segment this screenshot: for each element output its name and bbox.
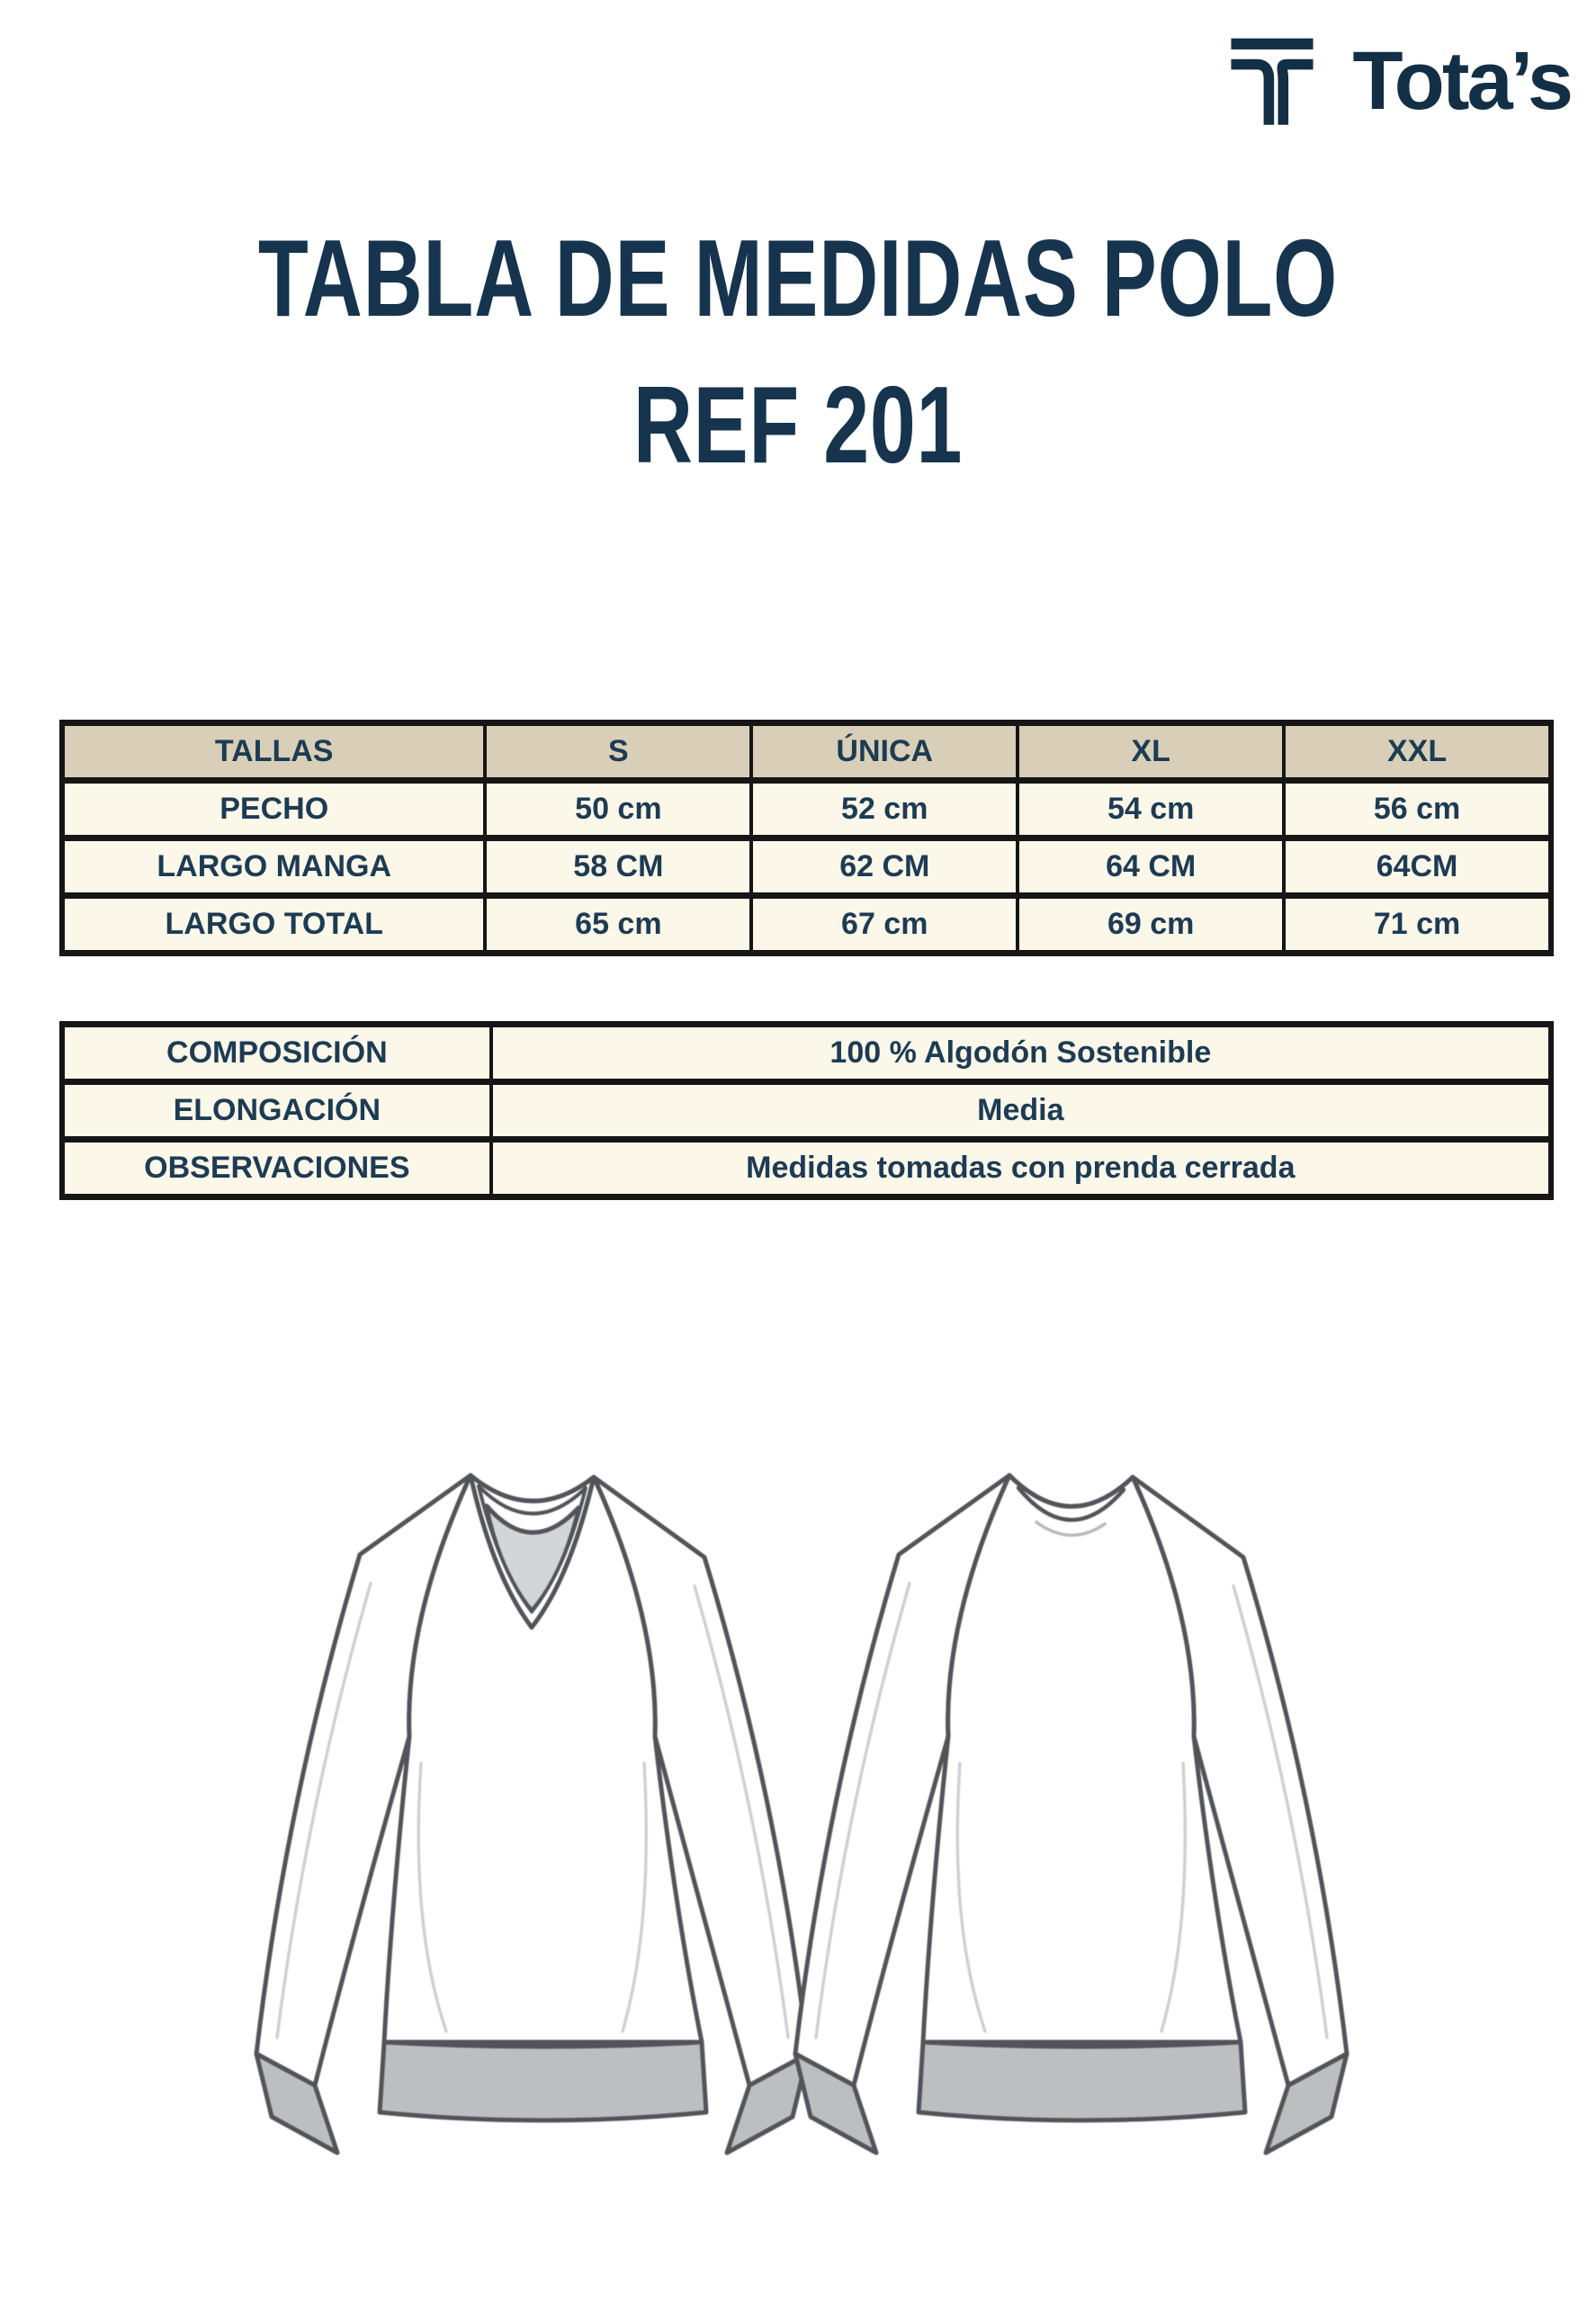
measure-cell: 54 cm [1018,781,1284,838]
table-row-elongacion [62,1082,1551,1140]
table-row-composicion [62,1025,1551,1082]
measure-cell: 52 cm [751,781,1018,838]
brand-logo [1230,36,1571,126]
size-table-header-row [62,723,1551,781]
row-label: ELONGACIÓN [62,1082,491,1140]
measure-cell: 50 cm [485,781,751,838]
measure-cell: 65 cm [485,896,751,954]
measure-cell: 64CM [1284,838,1551,896]
garment-info-table [59,1021,1554,1200]
table-row-observaciones [62,1140,1551,1197]
measure-cell: 69 cm [1018,896,1284,954]
polo-technical-sketches [135,1439,1484,2204]
header-size-unica: ÚNICA [751,723,1018,781]
table-row-pecho [62,781,1551,838]
page-title [200,205,1397,499]
header-size-s: S [485,723,751,781]
row-label: PECHO [62,781,485,838]
info-value-cell: Medidas tomadas con prenda cerrada [491,1140,1551,1197]
table-row-largo-total [62,896,1551,954]
measure-cell: 62 CM [751,838,1018,896]
size-measurements-table [59,720,1554,956]
polo-front-sketch [256,1475,808,2153]
measure-cell: 56 cm [1284,781,1551,838]
measure-cell: 64 CM [1018,838,1284,896]
info-value-cell: Media [491,1082,1551,1140]
row-label: OBSERVACIONES [62,1140,491,1197]
row-label: COMPOSICIÓN [62,1025,491,1082]
measure-cell: 58 CM [485,838,751,896]
measure-cell: 67 cm [751,896,1018,954]
info-value-cell: 100 % Algodón Sostenible [491,1025,1551,1082]
row-label: LARGO TOTAL [62,896,485,954]
polo-back-sketch [795,1475,1347,2153]
header-tallas: TALLAS [62,723,485,781]
totas-t-monogram-icon [1230,36,1314,126]
measure-cell: 71 cm [1284,896,1551,954]
page-title-line2: REF 201 [632,363,964,487]
header-size-xl: XL [1018,723,1284,781]
header-size-xxl: XXL [1284,723,1551,781]
table-row-largo-manga [62,838,1551,896]
page-title-line1: TABLA DE MEDIDAS POLO [257,217,1339,339]
brand-logo-text: Tota’s [1352,35,1571,127]
row-label: LARGO MANGA [62,838,485,896]
